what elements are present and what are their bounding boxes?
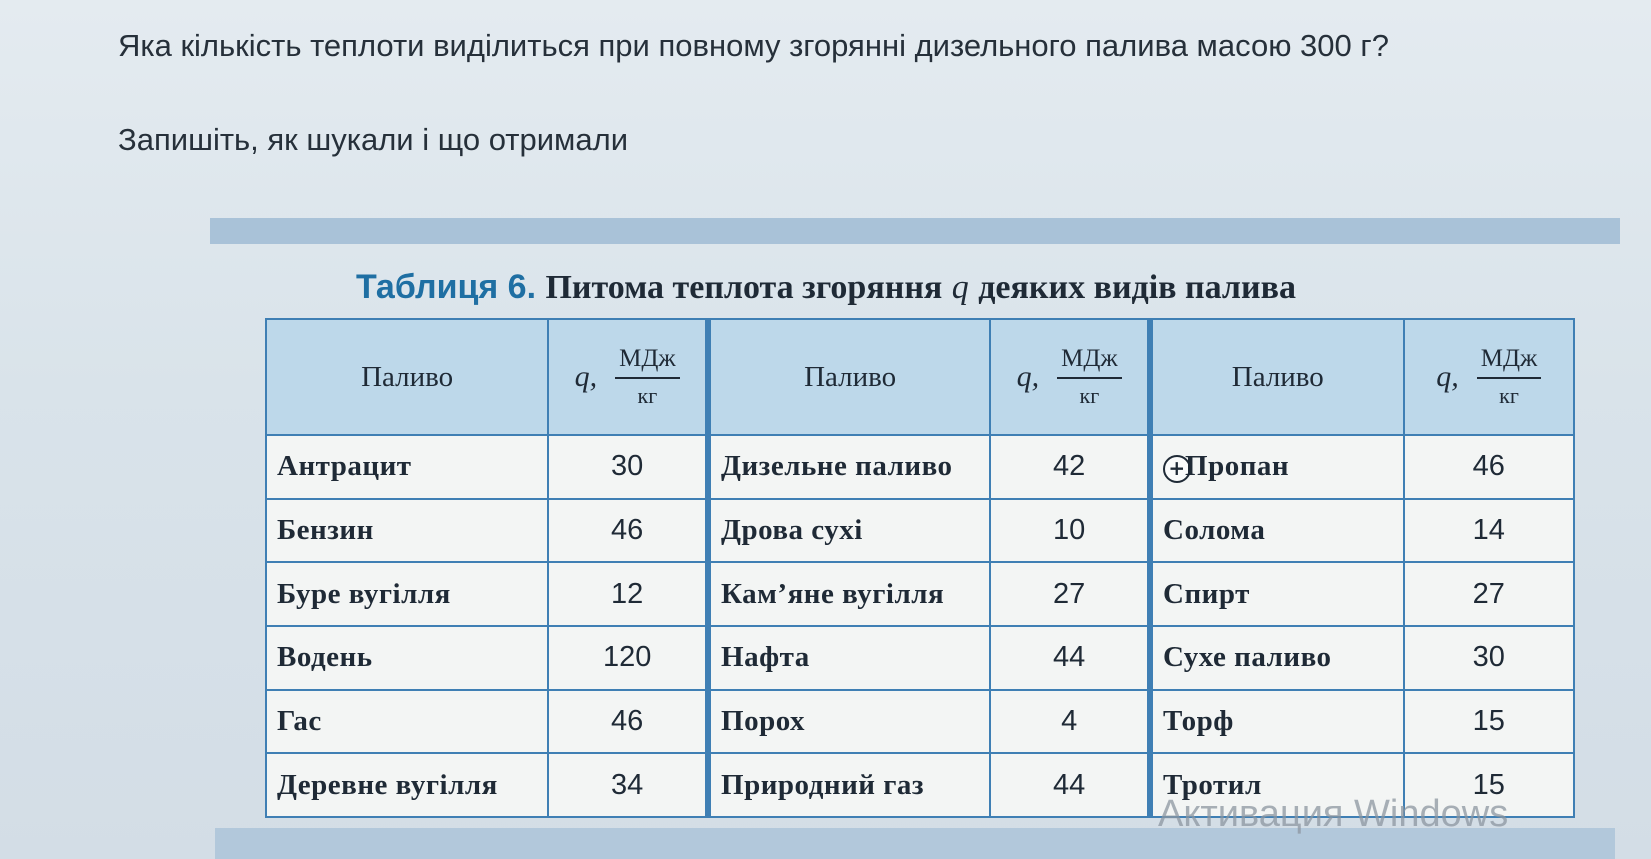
fuel-q: 27	[990, 562, 1150, 626]
fuel-q: 4	[990, 690, 1150, 754]
fuel-name: Порох	[708, 690, 990, 754]
fuel-q: 30	[548, 435, 708, 499]
fuel-q: 42	[990, 435, 1150, 499]
fuel-name: Спирт	[1150, 562, 1404, 626]
unit-numerator: МДж	[1057, 345, 1122, 379]
fuel-q: 10	[990, 499, 1150, 563]
fuel-q: 44	[990, 626, 1150, 690]
table-row	[266, 435, 1574, 499]
fuel-name: Природний газ	[708, 753, 990, 817]
table-title-symbol: q	[951, 269, 969, 306]
fuel-name: Деревне вугілля	[266, 753, 548, 817]
fuel-q: 27	[1404, 562, 1574, 626]
header-q-2	[990, 319, 1150, 435]
header-q-1	[548, 319, 708, 435]
table-title	[356, 268, 1296, 307]
header-fuel-1: Паливо	[266, 319, 548, 435]
header-q-symbol: q,	[1016, 360, 1040, 393]
header-fuel-3: Паливо	[1150, 319, 1404, 435]
fuel-q: 15	[1404, 753, 1574, 817]
fuel-name: Водень	[266, 626, 548, 690]
table-row	[266, 562, 1574, 626]
table-title-main: Питома теплота згоряння	[545, 269, 943, 306]
fuel-name-cell	[1150, 435, 1404, 499]
fuel-q: 15	[1404, 690, 1574, 754]
fuel-heat-table	[265, 318, 1575, 818]
fuel-q: 12	[548, 562, 708, 626]
unit-denominator: кг	[1499, 383, 1519, 408]
fuel-name: Торф	[1150, 690, 1404, 754]
fuel-name: Дрова сухі	[708, 499, 990, 563]
question-text: Яка кількість теплоти виділиться при повному згорянні дизельного палива масою 300 г?	[118, 28, 1389, 63]
table-row	[266, 626, 1574, 690]
table-row	[266, 499, 1574, 563]
header-q-3	[1404, 319, 1574, 435]
fuel-name: Солома	[1150, 499, 1404, 563]
fuel-name: Нафта	[708, 626, 990, 690]
table-row	[266, 690, 1574, 754]
header-q-symbol: q,	[574, 360, 598, 393]
fuel-name: Тротил	[1150, 753, 1404, 817]
fuel-q: 120	[548, 626, 708, 690]
unit-denominator: кг	[1079, 383, 1100, 408]
header-q-symbol: q,	[1436, 360, 1459, 393]
table-title-label: Таблиця 6.	[356, 268, 537, 306]
fuel-q: 14	[1404, 499, 1574, 563]
header-fuel-2: Паливо	[708, 319, 990, 435]
fuel-q: 34	[548, 753, 708, 817]
table-header-row	[266, 319, 1574, 435]
fuel-q: 46	[548, 690, 708, 754]
fuel-name: Антрацит	[266, 435, 548, 499]
fuel-q: 30	[1404, 626, 1574, 690]
fuel-q: 46	[548, 499, 708, 563]
fuel-name: Пропан	[1185, 450, 1290, 483]
windows-activation-watermark: Активация Windows	[1158, 793, 1509, 835]
table-title-tail: деяких видів палива	[978, 269, 1296, 306]
fuel-name: Дизельне паливо	[708, 435, 990, 499]
unit-numerator: МДж	[1477, 345, 1542, 379]
fuel-q: 44	[990, 753, 1150, 817]
fuel-name: Бензин	[266, 499, 548, 563]
instruction-text: Запишіть, як шукали і що отримали	[118, 122, 629, 157]
decorative-band-top	[210, 218, 1620, 244]
fuel-q: 46	[1404, 435, 1574, 499]
zoom-plus-cursor-icon: +	[1163, 455, 1191, 483]
unit-denominator: кг	[637, 383, 658, 408]
fuel-name: Сухе паливо	[1150, 626, 1404, 690]
fuel-name: Кам’яне вугілля	[708, 562, 990, 626]
fuel-name: Буре вугілля	[266, 562, 548, 626]
unit-numerator: МДж	[615, 345, 680, 379]
fuel-name: Гас	[266, 690, 548, 754]
